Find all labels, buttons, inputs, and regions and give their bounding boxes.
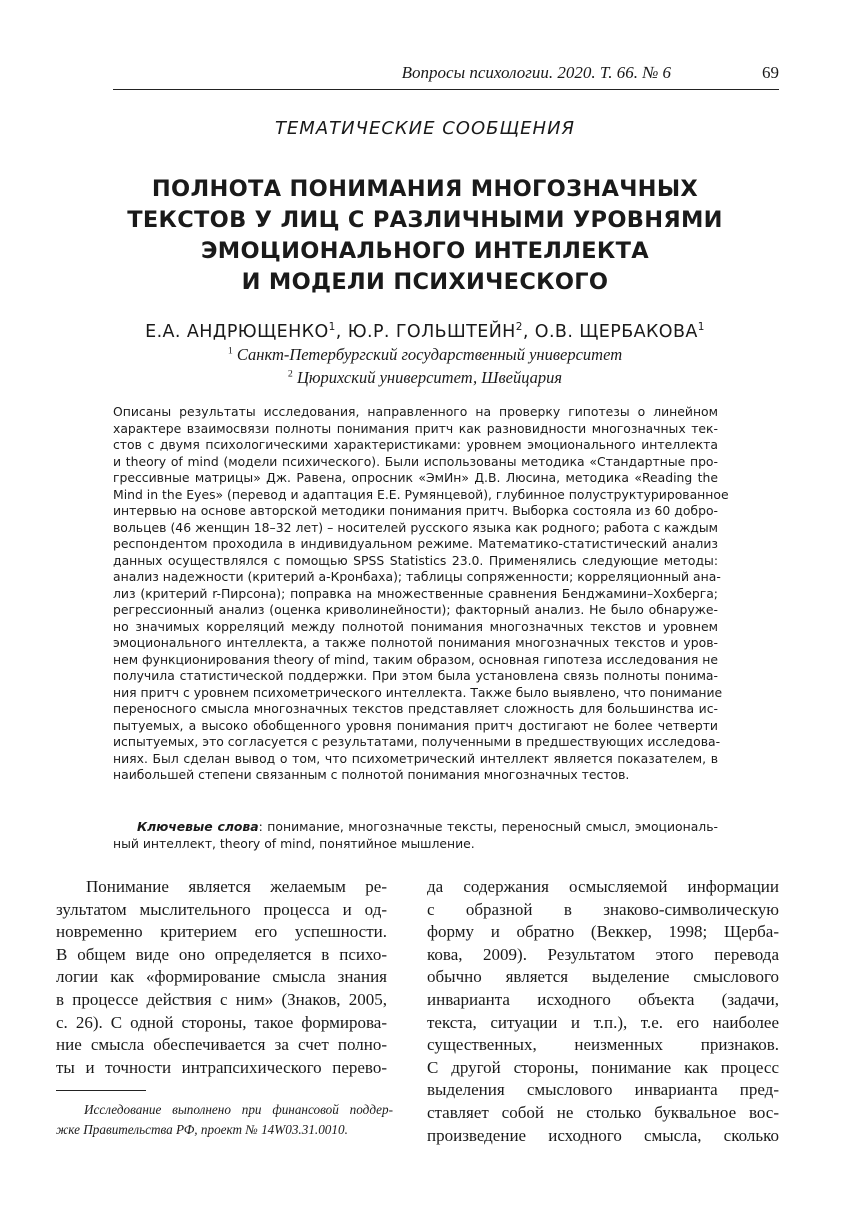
footnote <box>56 1100 393 1139</box>
article-title <box>100 174 750 298</box>
body-line: кова, 2009). Результатом этого перевода <box>427 944 779 964</box>
body-line: выделения смыслового инварианта пред- <box>427 1080 779 1100</box>
abstract-line: стов с двумя психологическими характеристиками: уровнем эмоционального интеллекта <box>113 437 718 452</box>
author-affiliation-mark: 1 <box>697 321 705 333</box>
abstract-line: респондентом проходила в индивидуальном режиме. Математико-статистический анализ <box>113 536 718 551</box>
title-line: И МОДЕЛИ ПСИХИЧЕСКОГО <box>241 269 609 295</box>
author-name: О.В. ЩЕРБАКОВА <box>534 321 698 342</box>
abstract-line: анализ надежности (критерий а-Кронбаха); таблицы сопряженности; корреляционный ана- <box>113 569 721 584</box>
body-line: существенных, неизменных признаков. <box>427 1035 779 1055</box>
abstract-line: лиз (критерий r-Пирсона); поправка на множественные сравнения Бенджамини–Хохберга; <box>113 585 718 601</box>
keywords-line <box>113 819 718 836</box>
abstract-line: переносного смысла многозначных текстов представляет сложность для большинства ис- <box>113 701 718 716</box>
body-line: инварианта исходного объекта (задачи, <box>427 989 779 1009</box>
abstract-line: ниях. Был сделан вывод о том, что психометрический интеллект является показателем, в <box>113 750 718 766</box>
body-line: Понимание является желаемым ре- <box>86 877 387 896</box>
author-affiliation-mark: 2 <box>515 321 523 333</box>
affiliation-text: Цюрихский университет, Швейцария <box>296 368 563 387</box>
body-line: в процессе действия с ним» (Знаков, 2005, <box>56 989 387 1009</box>
body-line: произведение исходного смысла, сколько <box>427 1125 779 1145</box>
body-line: с. 26). С одной стороны, такое формирова- <box>56 1012 387 1032</box>
body-line: да содержания осмысляемой информации <box>427 877 779 896</box>
abstract-line: эмоционального интеллекта, а также полнотой понимания многозначных текстов и уров- <box>113 635 718 650</box>
abstract-line: наибольшей степени связанным с полнотой понимания многозначных тестов. <box>113 767 630 782</box>
body-line: форму и обратно (Веккер, 1998; Щерба- <box>427 922 779 942</box>
page-number: 69 <box>762 63 779 82</box>
abstract-line: интервью на основе авторской методики понимания притч. Выборка состояла из 60 добро- <box>113 503 718 518</box>
title-line: ЭМОЦИОНАЛЬНОГО ИНТЕЛЛЕКТА <box>201 238 649 264</box>
keywords-label: Ключевые слова <box>137 819 259 834</box>
affiliation-text: Санкт-Петербургский государственный университет <box>236 345 623 364</box>
abstract-line: испытуемых, это согласуется с результатами, полученными в предшествующих исследова- <box>113 734 721 749</box>
body-column-right <box>427 876 779 1147</box>
affiliation <box>0 345 850 365</box>
abstract-line: характере взаимосвязи полноты понимания притч как разновидности многозначных тек- <box>113 420 718 436</box>
abstract-line: грессивные матрицы» Дж. Равена, опросник «ЭмИн» Д.В. Люсина, методика «Reading the <box>113 470 718 485</box>
keywords <box>113 819 718 852</box>
footnote-separator <box>56 1090 146 1091</box>
body-line: ты и точности интрапсихического перево- <box>56 1057 387 1077</box>
abstract-line: данных осуществлялся с помощью SPSS Statistics 23.0. Применялись следующие методы: <box>113 552 718 568</box>
abstract-line: регрессионный анализ (оценка криволинейности); факторный анализ. Не было обнаруже- <box>113 602 718 617</box>
body-line: текста, ситуации и т.п.), т.е. его наиболее <box>427 1012 779 1032</box>
body-line: логии как «формирование смысла знания <box>56 967 387 987</box>
keywords-line: ный интеллект, theory of mind, понятийное мышление. <box>113 835 475 851</box>
footnote-line: жке Правительства РФ, проект № 14W03.31.0010. <box>56 1121 348 1137</box>
body-line: С другой стороны, понимание как процесс <box>427 1057 779 1077</box>
author-name: Е.А. АНДРЮЩЕНКО <box>145 321 329 342</box>
abstract-line: получила статистической поддержки. При этом была установлена связь полноты понима- <box>113 668 718 683</box>
abstract-line: и theory of mind (модели психического). Были использованы методика «Стандартные про- <box>113 453 718 469</box>
abstract-line: пытуемых, а высоко обобщенного уровня понимания притч достигают не более четверти <box>113 717 718 733</box>
body-column-left <box>56 876 387 1079</box>
abstract-line: Mind in the Eyes» (перевод и адаптация Е.Е. Румянцевой), глубинное полуструктурированное <box>113 486 729 502</box>
title-line: ПОЛНОТА ПОНИМАНИЯ МНОГОЗНАЧНЫХ <box>151 176 699 202</box>
affiliation <box>0 368 850 388</box>
section-heading: ТЕМАТИЧЕСКИЕ СООБЩЕНИЯ <box>274 118 576 139</box>
author-list <box>0 321 850 342</box>
body-line: ние смысла обеспечивается за счет полно- <box>56 1035 387 1055</box>
author-separator: , <box>522 321 535 342</box>
affiliation-mark: 1 <box>227 345 233 357</box>
journal-reference: Вопросы психологии. 2020. Т. 66. № 6 <box>401 63 671 82</box>
keywords-text: : понимание, многозначные тексты, переносный смысл, эмоциональ- <box>258 819 719 834</box>
author-separator: , <box>335 321 348 342</box>
abstract-line: нем функционирования theory of mind, таким образом, основная гипотеза исследования не <box>113 651 718 667</box>
author-name: Ю.Р. ГОЛЬШТЕЙН <box>347 321 516 342</box>
abstract-line: ния притч с уровнем психометрического интеллекта. Также было выявлено, что понимание <box>113 684 723 700</box>
body-line: ставляет собой не столько буквальное вос- <box>427 1102 779 1122</box>
title-line: ТЕКСТОВ У ЛИЦ С РАЗЛИЧНЫМИ УРОВНЯМИ <box>127 207 723 233</box>
body-line: обычно является выделение смыслового <box>427 967 779 987</box>
author-affiliation-mark: 1 <box>328 321 336 333</box>
body-line: зультатом мыслительного процесса и од- <box>56 899 387 919</box>
abstract-line: вольцев (46 женщин 18–32 лет) – носителей русского языка как родного; работа с каждым <box>113 519 718 535</box>
body-line: новременно критерием его успешности. <box>56 922 387 942</box>
abstract <box>113 404 729 784</box>
affiliation-mark: 2 <box>287 368 293 380</box>
running-head <box>113 57 779 90</box>
footnote-line: Исследование выполнено при финансовой поддер- <box>84 1102 393 1117</box>
abstract-line: но значимых корреляций между полнотой понимания многозначных текстов и уровнем <box>113 618 718 634</box>
body-line: В общем виде оно определяется в психо- <box>56 944 387 964</box>
abstract-line: Описаны результаты исследования, направленного на проверку гипотезы о линейном <box>113 404 718 419</box>
body-line: с образной в знаково-символическую <box>427 899 779 919</box>
